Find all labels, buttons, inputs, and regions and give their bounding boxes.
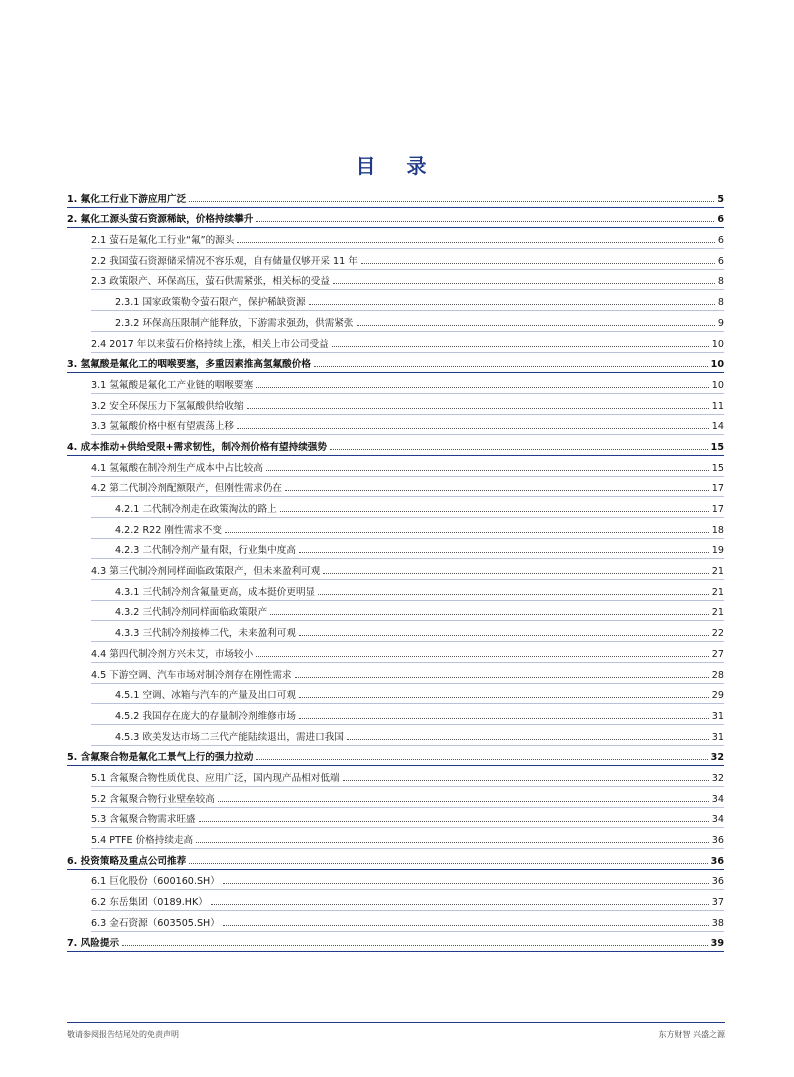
toc-entry-label: 4.3.1 三代制冷剂含氟量更高，成本挺价更明显 (115, 586, 316, 598)
dot-leader (189, 863, 707, 864)
toc-entry-label: 6.2 东岳集团（0189.HK） (91, 897, 208, 909)
toc-entry-label: 5. 含氟聚合物是氟化工景气上行的强力拉动 (67, 752, 254, 764)
toc-entry[interactable] (67, 784, 724, 805)
toc-entry[interactable] (67, 577, 724, 598)
toc-entry[interactable] (67, 846, 724, 867)
dot-leader (347, 739, 709, 740)
toc-entry[interactable] (67, 432, 724, 453)
dot-leader (247, 408, 709, 409)
toc-entry[interactable] (67, 474, 724, 495)
dot-leader (299, 697, 709, 698)
toc-entry-label: 4.2.3 二代制冷剂产量有限，行业集中度高 (115, 545, 296, 557)
toc-entry-label: 2.1 萤石是氟化工行业“氟”的源头 (91, 235, 235, 247)
toc-entry-label: 3.2 安全环保压力下氢氟酸供给收缩 (91, 400, 244, 412)
dot-leader (343, 780, 709, 781)
dot-leader (211, 904, 709, 905)
dot-leader (256, 759, 707, 760)
toc-entry-page: 37 (711, 897, 724, 909)
dot-leader (256, 387, 709, 388)
table-of-contents (67, 184, 724, 949)
toc-entry-page: 15 (710, 441, 724, 453)
toc-entry[interactable] (67, 287, 724, 308)
toc-entry[interactable] (67, 867, 724, 888)
toc-entry-page: 36 (711, 876, 724, 888)
dot-leader (256, 221, 714, 222)
toc-entry-label: 2.2 我国萤石资源储采情况不容乐观，自有储量仅够开采 11 年 (91, 255, 358, 267)
toc-entry-label: 5.4 PTFE 价格持续走高 (91, 835, 194, 846)
toc-entry[interactable] (67, 598, 724, 619)
toc-entry-page: 39 (710, 938, 724, 950)
toc-entry[interactable] (67, 184, 724, 205)
toc-entry-page: 36 (711, 835, 724, 846)
toc-entry[interactable] (67, 412, 724, 433)
toc-entry[interactable] (67, 329, 724, 350)
toc-entry-page: 8 (717, 276, 724, 288)
toc-entry[interactable] (67, 681, 724, 702)
dot-leader (295, 677, 709, 678)
dot-leader (223, 925, 709, 926)
toc-entry[interactable] (67, 391, 724, 412)
toc-entry-label: 4.2.2 R22 刚性需求不变 (115, 524, 222, 536)
toc-entry-page: 31 (711, 710, 724, 722)
dot-leader (299, 552, 709, 553)
toc-entry[interactable] (67, 370, 724, 391)
toc-entry-label: 3. 氢氟酸是氟化工的咽喉要塞，多重因素推高氢氟酸价格 (67, 359, 311, 371)
footer-divider (67, 1022, 725, 1023)
toc-entry[interactable] (67, 825, 724, 846)
dot-leader (256, 656, 709, 657)
toc-entry-page: 10 (711, 338, 724, 350)
dot-leader (237, 428, 709, 429)
dot-leader (330, 449, 708, 450)
toc-entry-page: 18 (711, 524, 724, 536)
toc-entry[interactable] (67, 805, 724, 826)
toc-entry-label: 5.3 含氟聚合物需求旺盛 (91, 814, 196, 826)
toc-entry-page: 8 (717, 297, 724, 309)
dot-leader (332, 346, 709, 347)
toc-entry[interactable] (67, 350, 724, 371)
toc-entry-page: 27 (711, 648, 724, 660)
dot-leader (280, 511, 709, 512)
toc-entry[interactable] (67, 267, 724, 288)
toc-entry-label: 4.5.3 欧美发达市场二三代产能陆续退出，需进口我国 (115, 731, 344, 743)
toc-entry-label: 4.2 第二代制冷剂配额限产，但刚性需求仍在 (91, 483, 282, 495)
toc-entry-label: 5.1 含氟聚合物性质优良、应用广泛，国内现产品相对低端 (91, 772, 340, 784)
toc-entry-page: 15 (711, 462, 724, 474)
dot-leader (299, 635, 709, 636)
dot-leader (309, 304, 715, 305)
dot-leader (357, 325, 715, 326)
dot-leader (223, 883, 709, 884)
toc-entry-page: 19 (711, 545, 724, 557)
toc-entry-label: 4.5.2 我国存在庞大的存量制冷剂维修市场 (115, 710, 296, 722)
toc-entry-page: 22 (711, 628, 724, 640)
toc-entry-page: 34 (711, 814, 724, 826)
toc-entry-page: 6 (717, 255, 724, 267)
toc-entry-page: 31 (711, 731, 724, 743)
toc-entry[interactable] (67, 225, 724, 246)
toc-entry-label: 2.4 2017 年以来萤石价格持续上涨，相关上市公司受益 (91, 338, 329, 350)
toc-entry[interactable] (67, 246, 724, 267)
toc-entry-page: 32 (710, 752, 724, 764)
toc-entry-label: 4.5.1 空调、冰箱与汽车的产量及出口可观 (115, 690, 296, 702)
dot-leader (361, 263, 715, 264)
toc-entry[interactable] (67, 515, 724, 536)
toc-entry-label: 2.3.2 环保高压限制产能释放，下游需求强劲，供需紧张 (115, 317, 354, 329)
toc-entry-label: 2. 氟化工源头萤石资源稀缺，价格持续攀升 (67, 214, 254, 226)
toc-entry[interactable] (67, 494, 724, 515)
dot-leader (189, 201, 714, 202)
toc-entry-page: 5 (717, 193, 724, 205)
toc-entry-page: 21 (711, 566, 724, 578)
toc-entry-label: 3.1 氢氟酸是氟化工产业链的咽喉要塞 (91, 379, 254, 391)
toc-entry-page: 38 (711, 917, 724, 929)
toc-entry[interactable] (67, 618, 724, 639)
toc-entry-page: 21 (711, 607, 724, 619)
toc-entry-page: 14 (711, 421, 724, 433)
dot-leader (323, 573, 708, 574)
toc-entry-page: 17 (711, 504, 724, 515)
dot-leader (285, 490, 709, 491)
toc-entry-page: 9 (717, 317, 724, 329)
toc-entry[interactable] (67, 639, 724, 660)
toc-entry[interactable] (67, 743, 724, 764)
toc-entry-label: 3.3 氢氟酸价格中枢有望震荡上移 (91, 421, 235, 433)
dot-leader (333, 283, 715, 284)
toc-entry[interactable] (67, 660, 724, 681)
toc-title: 目 录 (355, 154, 439, 178)
toc-entry-page: 21 (711, 586, 724, 598)
toc-entry-page: 34 (711, 793, 724, 805)
toc-entry-label: 6.1 巨化股份（600160.SH） (91, 876, 220, 888)
dot-leader (237, 242, 715, 243)
dot-leader (318, 594, 709, 595)
toc-entry-label: 4.1 氢氟酸在制冷剂生产成本中占比较高 (91, 462, 263, 474)
dot-leader (270, 614, 709, 615)
toc-entry[interactable] (67, 701, 724, 722)
toc-entry[interactable] (67, 908, 724, 929)
dot-leader (218, 801, 709, 802)
toc-entry-page: 32 (711, 772, 724, 784)
toc-entry-label: 2.3 政策限产、环保高压，萤石供需紧张，相关标的受益 (91, 276, 330, 288)
toc-entry-label: 7. 风险提示 (67, 938, 120, 950)
toc-entry-label: 4.3 第三代制冷剂同样面临政策限产，但未来盈利可观 (91, 566, 321, 578)
toc-entry-label: 4.3.3 三代制冷剂接棒二代，未来盈利可观 (115, 628, 296, 640)
toc-entry-page: 11 (711, 400, 724, 412)
toc-entry[interactable] (67, 929, 724, 950)
footer-disclaimer: 敬请参阅报告结尾处的免责声明 (67, 1030, 179, 1039)
dot-leader (196, 842, 709, 843)
toc-entry-page: 10 (710, 359, 724, 371)
toc-entry-label: 4.4 第四代制冷剂方兴未艾，市场较小 (91, 648, 254, 660)
dot-leader (122, 945, 708, 946)
toc-entry[interactable] (67, 308, 724, 329)
toc-entry-label: 4.5 下游空调、汽车市场对制冷剂存在刚性需求 (91, 669, 292, 681)
dot-leader (299, 718, 709, 719)
toc-entry-label: 2.3.1 国家政策勒令萤石限产，保护稀缺资源 (115, 297, 306, 309)
dot-leader (199, 821, 709, 822)
footer-brand: 东方财智 兴盛之源 (658, 1030, 725, 1039)
toc-entry[interactable] (67, 887, 724, 908)
toc-entry[interactable] (67, 763, 724, 784)
toc-entry[interactable] (67, 556, 724, 577)
dot-leader (314, 366, 708, 367)
toc-entry-page: 6 (717, 214, 724, 226)
dot-leader (266, 470, 709, 471)
toc-entry[interactable] (67, 536, 724, 557)
toc-entry-page: 29 (711, 690, 724, 702)
toc-entry-label: 6.3 金石资源（603505.SH） (91, 917, 220, 929)
dot-leader (225, 532, 709, 533)
toc-entry-label: 6. 投资策略及重点公司推荐 (67, 855, 187, 867)
toc-entry-page: 36 (710, 855, 724, 867)
toc-entry-page: 17 (711, 483, 724, 495)
toc-entry-label: 1. 氟化工行业下游应用广泛 (67, 193, 187, 205)
toc-entry-label: 4.3.2 三代制冷剂同样面临政策限产 (115, 607, 268, 619)
toc-entry-page: 10 (711, 379, 724, 391)
toc-entry-label: 4.2.1 二代制冷剂走在政策淘汰的路上 (115, 504, 277, 515)
toc-entry-label: 5.2 含氟聚合物行业壁垒较高 (91, 793, 215, 805)
toc-entry-page: 28 (711, 669, 724, 681)
toc-entry[interactable] (67, 453, 724, 474)
toc-entry[interactable] (67, 722, 724, 743)
toc-entry[interactable] (67, 205, 724, 226)
toc-entry-page: 6 (717, 235, 724, 247)
toc-entry-label: 4. 成本推动+供给受限+需求韧性，制冷剂价格有望持续强势 (67, 441, 327, 453)
